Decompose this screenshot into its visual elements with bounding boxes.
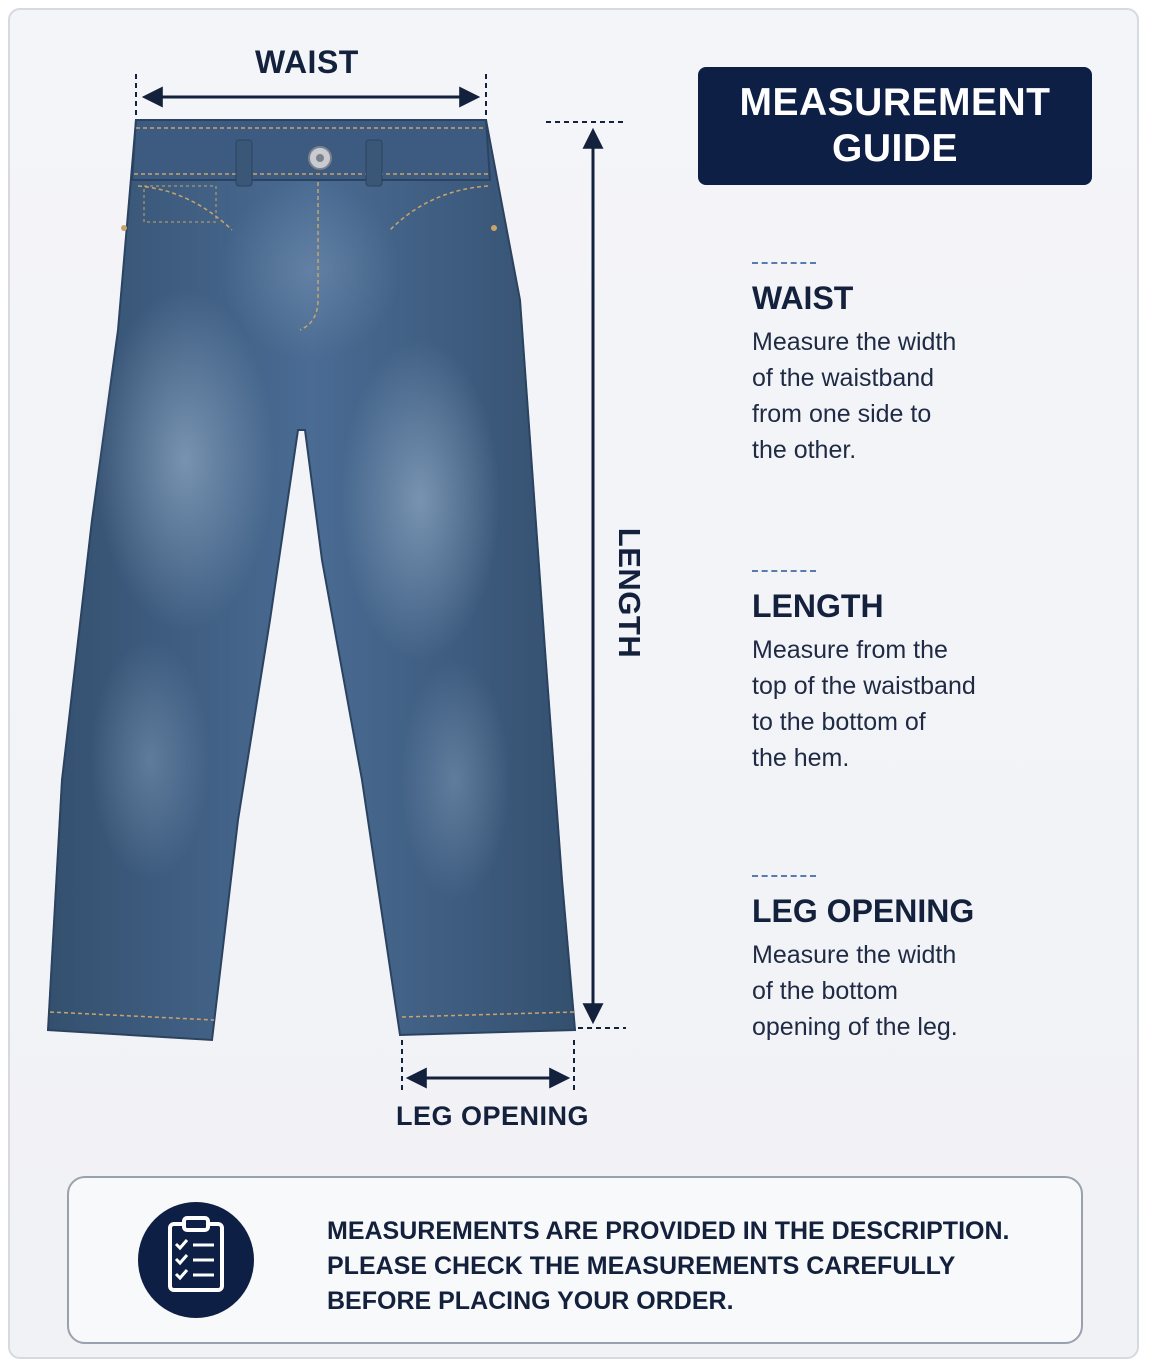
waist-label: WAIST (255, 44, 359, 80)
description-line: of the bottom (752, 977, 898, 1005)
waist-section (752, 262, 1072, 468)
leg-opening-description (752, 937, 1022, 1045)
description-line: opening of the leg. (752, 1013, 958, 1041)
length-label: LENGTH (612, 527, 647, 659)
description-line: Measure the width (752, 941, 957, 969)
guide-title-line1: MEASUREMENT (739, 81, 1051, 124)
description-line: Measure the width (752, 328, 957, 356)
section-divider (752, 262, 816, 264)
waist-description (752, 324, 1022, 468)
length-heading: LENGTH (752, 588, 884, 624)
length-section (752, 570, 1072, 776)
leg-opening-heading: LEG OPENING (752, 893, 975, 929)
notice-line: BEFORE PLACING YOUR ORDER. (327, 1287, 734, 1315)
leg-opening-section (752, 875, 1072, 1045)
notice-line: MEASUREMENTS ARE PROVIDED IN THE DESCRIPTION. (327, 1217, 1010, 1245)
description-line: from one side to (752, 400, 932, 428)
section-divider (752, 570, 816, 572)
clipboard-checklist-icon (138, 1202, 254, 1318)
guide-title-banner (698, 67, 1092, 185)
description-line: of the waistband (752, 364, 935, 392)
notice-line: PLEASE CHECK THE MEASUREMENTS CAREFULLY (327, 1252, 956, 1280)
leg-opening-label: LEG OPENING (396, 1101, 590, 1131)
waist-heading: WAIST (752, 280, 854, 316)
notice-text (327, 1214, 1027, 1319)
guide-title-line2: GUIDE (831, 127, 958, 170)
length-description (752, 632, 1022, 776)
description-line: to the bottom of (752, 708, 926, 736)
description-line: top of the waistband (752, 672, 976, 700)
description-line: Measure from the (752, 636, 948, 664)
jeans-image (48, 120, 575, 1040)
section-divider (752, 875, 816, 877)
description-line: the hem. (752, 744, 850, 772)
description-line: the other. (752, 436, 857, 464)
